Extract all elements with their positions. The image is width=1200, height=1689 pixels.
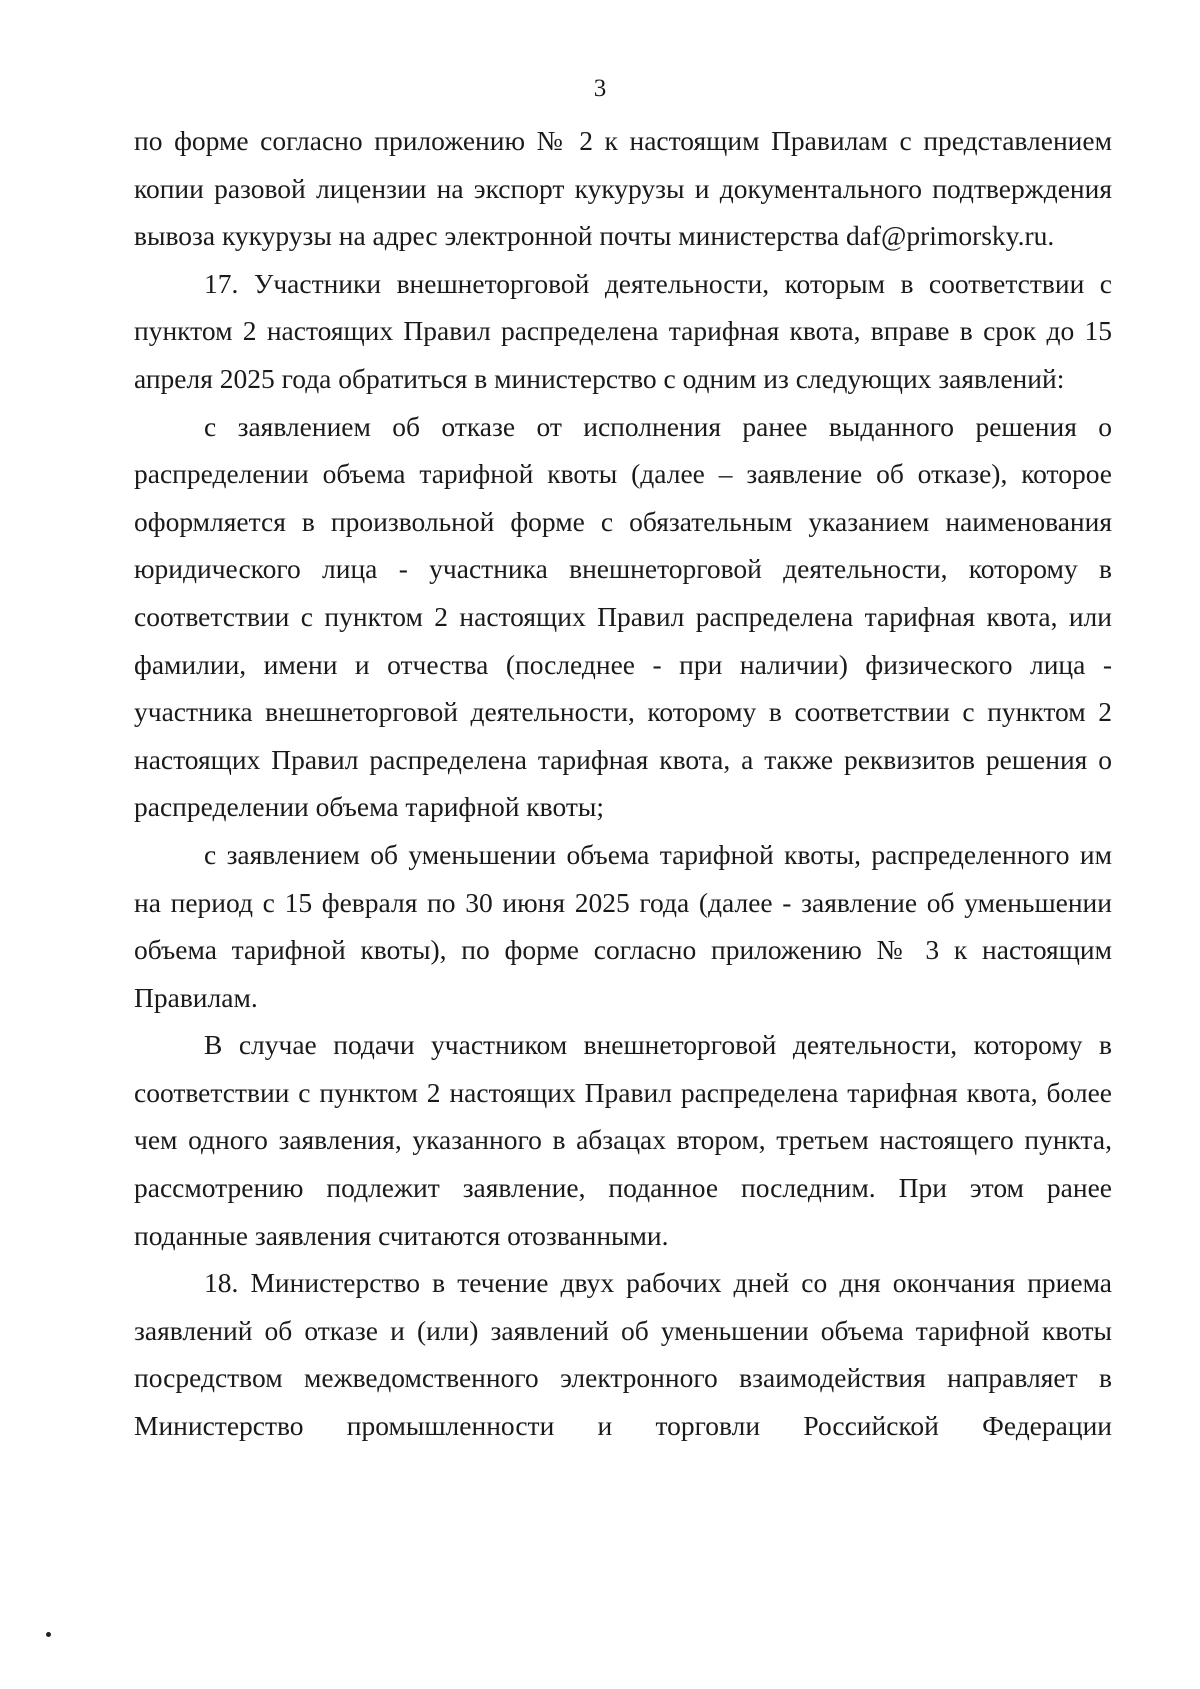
paragraph-clause-18: 18. Министерство в течение двух рабочих дней со дня окончания приема заявлений об отказе и (или) заявлений об уменьшении объема тарифной квоты посредством межведомственного электронного взаимодействия направляет в Министерство промышленности и торговли Российской Федерации xyxy=(134,1267,1112,1442)
paragraph-clause-17: 17. Участники внешнеторговой деятельности, которым в соответствии с пунктом 2 настоящих Правил распределена тарифная квота, вправе в срок до 15 апреля 2025 года обратиться в министерство с одним из следующих заявлений: xyxy=(134,267,1112,394)
document-body xyxy=(134,117,1112,1450)
scan-speck xyxy=(46,1632,51,1637)
paragraph-multiple-statements: В случае подачи участником внешнеторговой деятельности, которому в соответствии с пунктом 2 настоящих Правил распределена тарифная квота, более чем одного заявления, указанного в абзацах втором, третьем настоящего пункта, рассмотрению подлежит заявление, поданное последним. При этом ранее поданные заявления считаются отозванными. xyxy=(134,1029,1112,1251)
paragraph-refusal-statement: с заявлением об отказе от исполнения ранее выданного решения о распределении объема тарифной квоты (далее – заявление об отказе), которое оформляется в произвольной форме с обязательным указанием наименования юридического лица - участника внешнеторговой деятельности, которому в соответствии с пунктом 2 настоящих Правил распределена тарифная квота, или фамилии, имени и отчества (последнее - при наличии) физического лица - участника внешнеторговой деятельности, которому в соответствии с пунктом 2 настоящих Правил распределена тарифная квота, а также реквизитов решения о распределении объема тарифной квоты; xyxy=(134,410,1112,823)
paragraph-reduction-statement: с заявлением об уменьшении объема тарифной квоты, распределенного им на период с 15 февраля по 30 июня 2025 года (далее - заявление об уменьшении объема тарифной квоты), по форме согласно приложению № 3 к настоящим Правилам. xyxy=(134,838,1112,1013)
page-number: 3 xyxy=(593,75,607,102)
paragraph-continuation: по форме согласно приложению № 2 к настоящим Правилам с представлением копии разовой лицензии на экспорт кукурузы и документального подтверждения вывоза кукурузы на адрес электронной почты министерства daf@primorsky.ru. xyxy=(134,125,1112,252)
